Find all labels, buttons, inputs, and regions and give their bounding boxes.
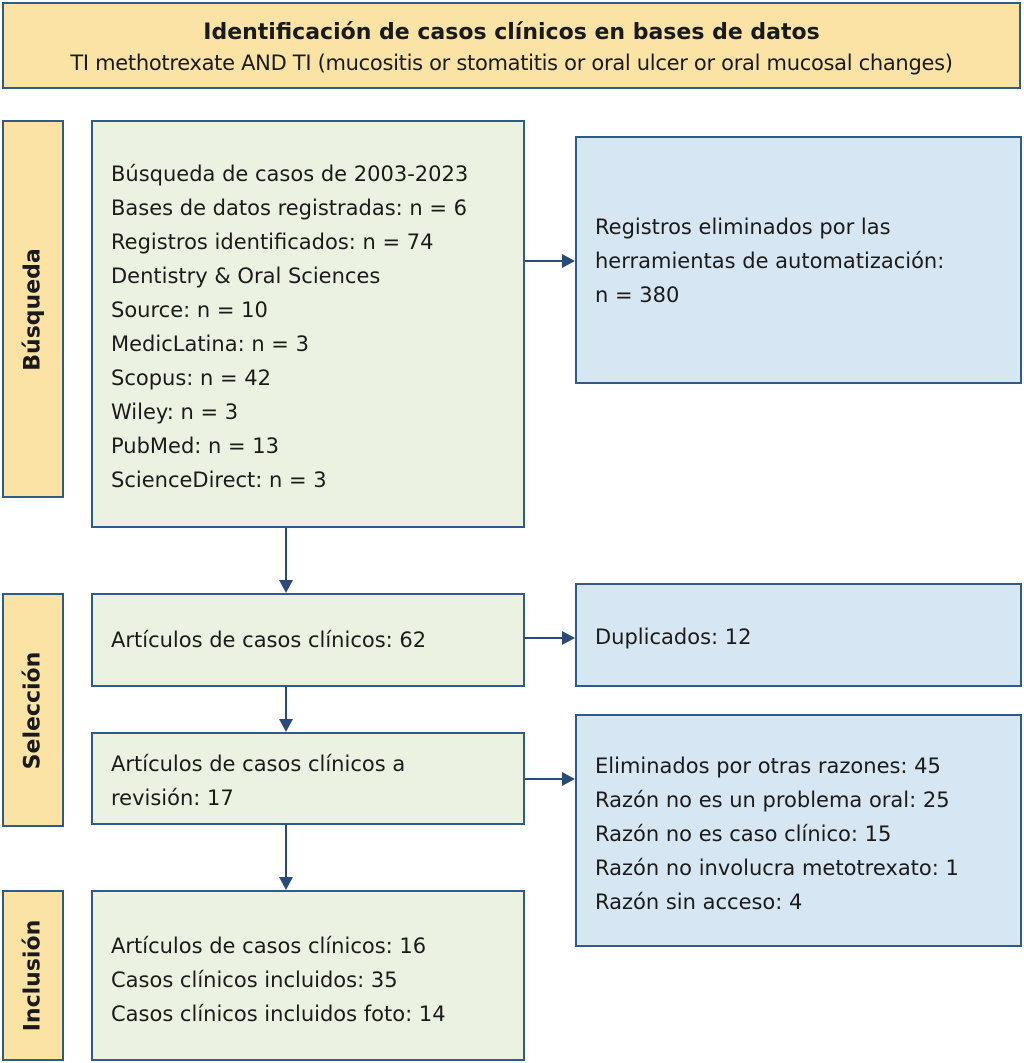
search-line: Wiley: n = 3 <box>111 400 239 424</box>
search-line: Source: n = 10 <box>111 298 268 322</box>
search-line: ScienceDirect: n = 3 <box>111 468 327 492</box>
review-line: revisión: 17 <box>111 786 234 810</box>
search-line: Scopus: n = 42 <box>111 366 272 390</box>
included-line: Casos clínicos incluidos foto: 14 <box>111 1002 446 1026</box>
other-reasons-line: Eliminados por otras razones: 45 <box>595 754 941 778</box>
other-reasons-line: Razón no involucra metotrexato: 1 <box>595 856 959 880</box>
removed-line: n = 380 <box>595 283 680 307</box>
header-query: TI methotrexate AND TI (mucositis or stomatitis or oral ulcer or oral mucosal changes) <box>70 51 953 75</box>
search-line: Registros identificados: n = 74 <box>111 230 434 254</box>
search-line: Dentistry & Oral Sciences <box>111 264 381 288</box>
included-line: Casos clínicos incluidos: 35 <box>111 968 398 992</box>
removed-line: Registros eliminados por las <box>595 215 891 239</box>
duplicates-line: Duplicados: 12 <box>595 625 752 649</box>
other-reasons-line: Razón sin acceso: 4 <box>595 890 803 914</box>
arrowhead-down <box>279 580 293 593</box>
arrowhead-right <box>562 772 575 786</box>
phase-seleccion-label: Selección <box>20 651 46 769</box>
arrowhead-down <box>279 877 293 890</box>
included-line: Artículos de casos clínicos: 16 <box>111 934 427 958</box>
case-articles-line: Artículos de casos clínicos: 62 <box>111 628 427 652</box>
search-line: MedicLatina: n = 3 <box>111 332 309 356</box>
arrowhead-right <box>562 254 575 268</box>
removed-line: herramientas de automatización: <box>595 249 945 273</box>
review-line: Artículos de casos clínicos a <box>111 752 406 776</box>
search-line: Bases de datos registradas: n = 6 <box>111 196 468 220</box>
arrowhead-down <box>279 719 293 732</box>
other-reasons-line: Razón no es un problema oral: 25 <box>595 788 950 812</box>
other-reasons-line: Razón no es caso clínico: 15 <box>595 822 892 846</box>
search-line: Búsqueda de casos de 2003-2023 <box>111 162 469 186</box>
arrowhead-right <box>562 631 575 645</box>
phase-inclusion-label: Inclusión <box>20 919 46 1032</box>
header-title: Identificación de casos clínicos en bases de datos <box>203 20 820 45</box>
phase-busqueda-label: Búsqueda <box>20 247 46 371</box>
search-line: PubMed: n = 13 <box>111 434 280 458</box>
